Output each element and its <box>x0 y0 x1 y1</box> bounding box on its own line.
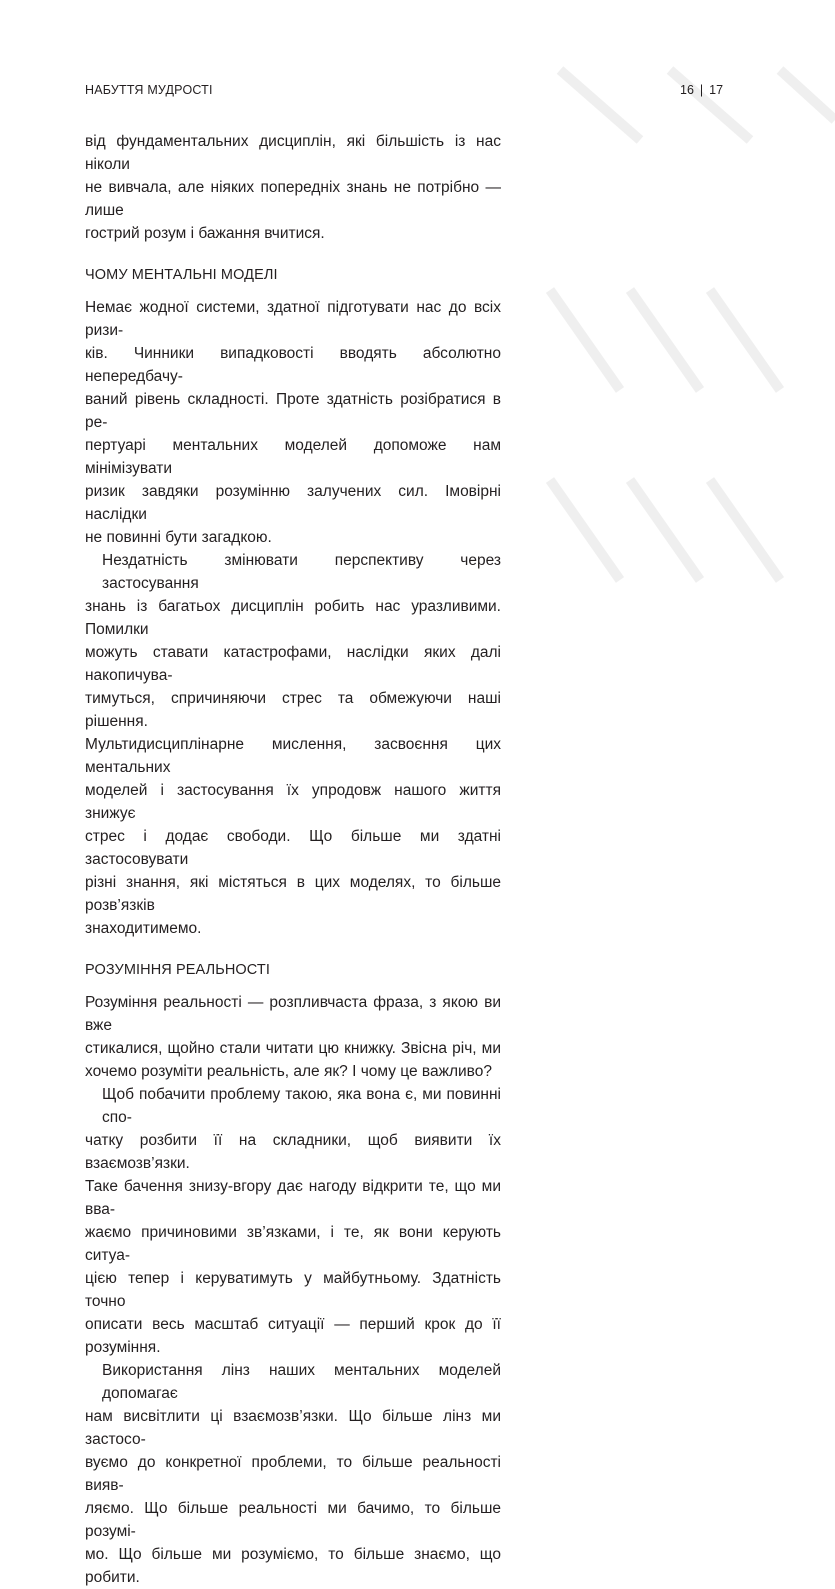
text-line: гострий розум і бажання вчитися. <box>85 225 325 242</box>
text-line: ляємо. Що більше реальності ми бачимо, то більше розумі- <box>85 1500 501 1540</box>
text-line: жаємо причиновими зв’язками, і те, як вони керують ситуа- <box>85 1224 501 1264</box>
text-line: Таке бачення знизу-вгору дає нагоду відкрити те, що ми вва- <box>85 1178 501 1218</box>
page-numbers <box>680 83 723 97</box>
text-line: знаходитимемо. <box>85 920 202 937</box>
text-line: ваний рівень складності. Проте здатність розібратися в ре- <box>85 391 501 431</box>
paragraph <box>85 296 501 549</box>
text-line: Щоб побачити проблему такою, яка вона є, ми повинні спо- <box>102 1086 501 1126</box>
text-line: чатку розбити її на складники, щоб виявити їх взаємозв’язки. <box>85 1132 501 1172</box>
text-line: можуть ставати катастрофами, наслідки яких далі накопичува- <box>85 644 501 684</box>
text-line: Немає жодної системи, здатної підготувати нас до всіх ризи- <box>85 299 501 339</box>
text-line: Нездатність змінювати перспективу через застосування <box>102 552 501 592</box>
page-number-left: 16 <box>680 83 694 97</box>
text-line: моделей і застосування їх упродовж нашого життя знижує <box>85 782 501 822</box>
text-line: стикалися, щойно стали читати цю книжку. Звісна річ, ми <box>85 1040 501 1057</box>
text-line: описати весь масштаб ситуації — перший крок до її розуміння. <box>85 1316 501 1356</box>
section-heading-understanding-reality: РОЗУМІННЯ РЕАЛЬНОСТІ <box>85 962 270 978</box>
section-heading-mental-models: ЧОМУ МЕНТАЛЬНІ МОДЕЛІ <box>85 267 278 283</box>
text-line: мо. Що більше ми розуміємо, то більше знаємо, що робити. <box>85 1546 501 1586</box>
main-text-column <box>85 130 501 1589</box>
text-line: хочемо розуміти реальність, але як? І чому це важливо? <box>85 1063 492 1080</box>
page-number-right: 17 <box>709 83 724 97</box>
text-line: від фундаментальних дисциплін, які більшість із нас ніколи <box>85 133 501 173</box>
text-line: тимуться, спричиняючи стрес та обмежуючи наші рішення. <box>85 690 501 730</box>
text-line: вуємо до конкретної проблеми, то більше реальності вияв- <box>85 1454 501 1494</box>
running-title: НАБУТТЯ МУДРОСТІ <box>85 83 213 97</box>
text-line: ризик завдяки розумінню залучених сил. Імовірні наслідки <box>85 483 501 523</box>
text-line: Використання лінз наших ментальних моделей допомагає <box>102 1362 501 1402</box>
text-line: знань із багатьох дисциплін робить нас уразливими. Помилки <box>85 598 501 638</box>
text-line: не вивчала, але ніяких попередніх знань не потрібно — лише <box>85 179 501 219</box>
text-line: пертуарі ментальних моделей допоможе нам мінімізувати <box>85 437 501 477</box>
text-line: стрес і додає свободи. Що більше ми здатні застосовувати <box>85 828 501 868</box>
page-number-separator: | <box>699 83 704 97</box>
text-line: цією тепер і керуватимуть у майбутньому. Здатність точно <box>85 1270 501 1310</box>
text-line: нам висвітлити ці взаємозв’язки. Що більше лінз ми застосо- <box>85 1408 501 1448</box>
text-line: різні знання, які містяться в цих моделях, то більше розв’язків <box>85 874 501 914</box>
text-line: Розуміння реальності — розпливчаста фраза, з якою ви вже <box>85 994 501 1034</box>
paragraph <box>85 991 501 1083</box>
text-line: ків. Чинники випадковості вводять абсолютно непередбачу- <box>85 345 501 385</box>
text-line: Мультидисциплінарне мислення, засвоєння цих ментальних <box>85 736 501 776</box>
paragraph <box>85 1359 501 1589</box>
paragraph <box>85 549 501 940</box>
text-line: не повинні бути загадкою. <box>85 529 272 546</box>
paragraph <box>85 1083 501 1359</box>
show-through-decoration <box>520 60 835 760</box>
intro-paragraph <box>85 130 501 245</box>
